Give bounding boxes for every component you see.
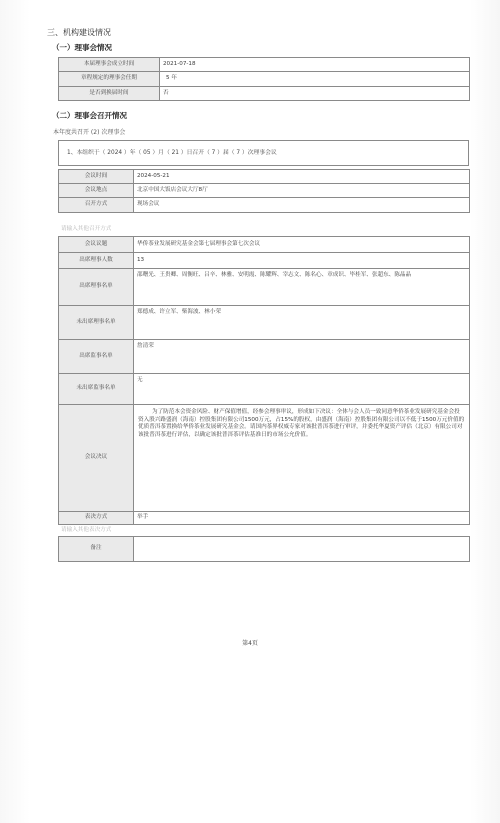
section-title: 三、机构建设情况 [47,28,111,37]
field-label: 章程规定的理事会任期 [59,72,160,87]
field-label: 会议地点 [59,184,134,198]
field-value: 郑德成、许立军、柴海波、林小荣 [134,306,470,340]
table-row [59,198,470,213]
field-value: 举手 [134,512,470,525]
field-label: 是否到换届时间 [59,87,160,101]
board-info-heading: （一）理事会情况 [52,43,112,52]
table-row [59,405,470,512]
meeting-detail-table [58,236,470,525]
field-value: 2021-07-18 [160,58,470,72]
table-row [59,340,470,374]
table-row [59,253,470,269]
field-value: 否 [160,87,470,101]
table-row [59,512,470,525]
meetings-heading: （二）理事会召开情况 [52,111,127,120]
table-row [59,58,470,72]
meeting-line: 1、本组织于（ 2024 ）年（ 05 ）月（ 21 ）日召开（ 7 ）届（ 7 ）次理事会议 [58,140,469,166]
field-label: 召开方式 [59,198,134,213]
meeting-count-summary: 本年度共召开 (2) 次理事会 [53,129,126,136]
remarks-value [134,537,470,562]
field-label: 表决方式 [59,512,134,525]
meeting-basic-table [58,169,470,213]
field-label: 出席理事人数 [59,253,134,269]
field-value: 5 年 [160,72,470,87]
field-label: 会议时间 [59,170,134,184]
field-label: 未出席监事名单 [59,374,134,405]
table-row [59,170,470,184]
table-row [59,87,470,101]
field-label: 出席理事名单 [59,269,134,306]
field-value: 华侨茶业发展研究基金会第七届理事会第七次会议 [134,237,470,253]
remarks-label: 备注 [59,537,134,562]
other-vote-input[interactable]: 请输入其他表决方式 [61,527,112,533]
field-label: 会议决议 [59,405,134,512]
field-value: 北京中国大饭店会议大厅8厅 [134,184,470,198]
resolution-paragraph: 为了防范本会资金风险、财产保值增值，经参会理事审议，形成如下决议：全体与会人员一致同意华侨茶业发展研究基金会投资入股兴路盛润（海南）控股集团有限公司1500万元，占15%的股权，由盛润（海南）控股集团有限公司以不低于1500万元价值的优质普洱茶置换给华侨茶业发展研究基金会。请国内茶界权威专家对该批普洱茶进行审评，并委托华夏资产评估（北京）有限公司对该批普洱茶进行评估，以确定该批普洱茶评估基准日的市场公允价值。 [138,409,465,438]
field-label: 未出席理事名单 [59,306,134,340]
table-row [59,374,470,405]
table-row [59,269,470,306]
page-number: 第4页 [242,640,258,647]
field-value: 2024-05-21 [134,170,470,184]
table-row [59,72,470,87]
other-method-input[interactable]: 请输入其他召开方式 [61,226,112,232]
field-label: 本届理事会成立时间 [59,58,160,72]
field-value: 邵曙光、王贵卿、周衡旺、吕辛、林雅、安明霞、陈耀辉、宰志文、陈名心、章成识、毕桂军、张超东、陈晶晶 [134,269,470,306]
field-value: 13 [134,253,470,269]
remarks-table [58,536,470,562]
field-label: 出席监事名单 [59,340,134,374]
table-row [59,306,470,340]
table-row [59,537,470,562]
field-value: 无 [134,374,470,405]
field-label: 会议议题 [59,237,134,253]
table-row [59,237,470,253]
table-row [59,184,470,198]
resolution-text [134,405,470,512]
board-info-table [58,57,470,101]
field-value: 詹清荣 [134,340,470,374]
field-value: 现场会议 [134,198,470,213]
